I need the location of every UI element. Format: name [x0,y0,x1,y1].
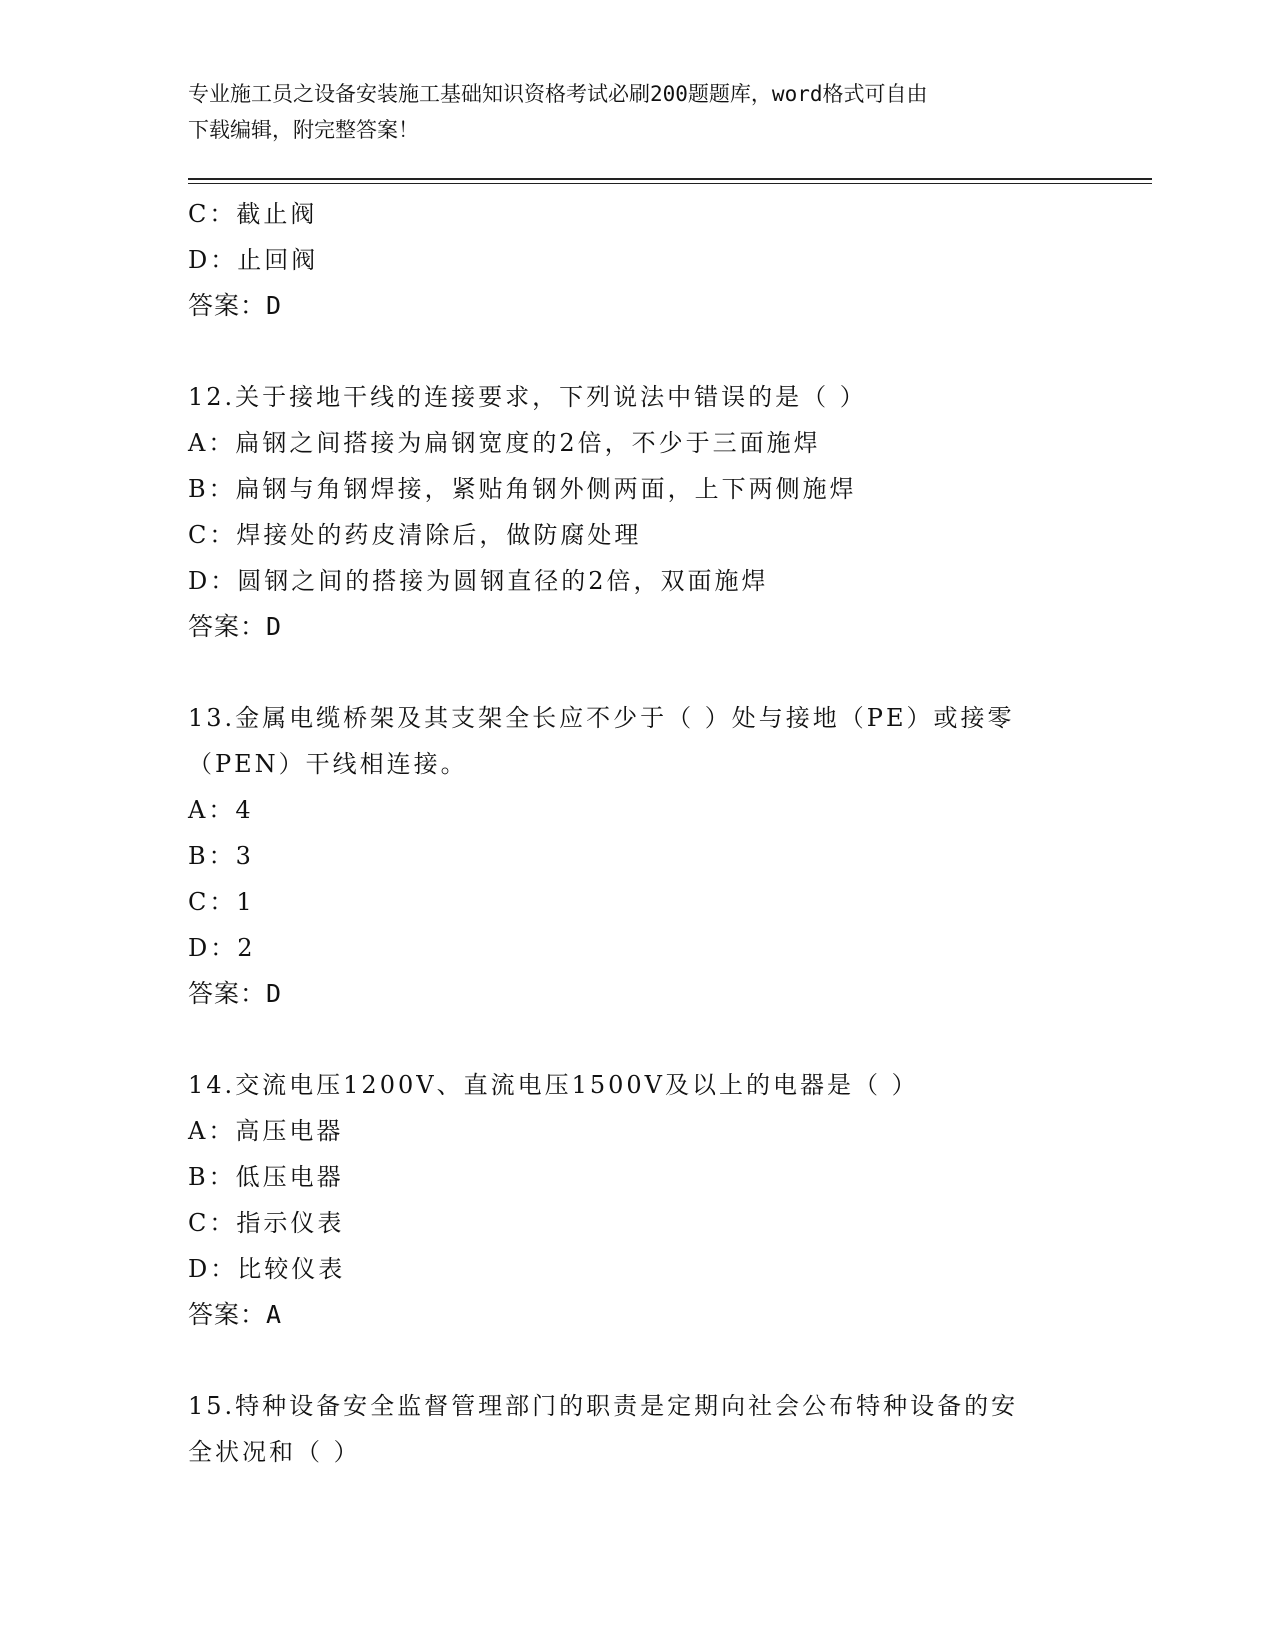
question-13 [188,695,1088,1017]
question-stem: 14.交流电压1200V、直流电压1500V及以上的电器是（ ） [188,1071,919,1099]
option-d: D：比较仪表 [188,1255,346,1283]
header-divider-thick [188,178,1152,180]
option-b: B：扁钢与角钢焊接，紧贴角钢外侧两面，上下两侧施焊 [188,475,857,503]
question-12 [188,374,1088,650]
document-header [188,76,1088,148]
spacer [188,1017,1088,1062]
option-d: D：2 [188,934,256,962]
option-c: C：指示仪表 [188,1209,345,1237]
header-line-1: 专业施工员之设备安装施工基础知识资格考试必刷200题题库，word格式可自由 [188,82,928,106]
header-line-2: 下载编辑，附完整答案！ [188,118,419,142]
option-c: C：1 [188,888,255,916]
option-b: B：3 [188,842,254,870]
header-divider-thin [188,183,1152,184]
option-a: A：高压电器 [188,1117,344,1145]
question-stem-line-2: （PEN）干线相连接。 [188,750,468,778]
spacer [188,650,1088,695]
option-c: C：焊接处的药皮清除后，做防腐处理 [188,521,642,549]
option-d: D：止回阀 [188,246,319,274]
question-stem-line-1: 13.金属电缆桥架及其支架全长应不少于（ ）处与接地（PE）或接零 [188,704,1015,732]
option-a: A：4 [188,796,254,824]
option-b: B：低压电器 [188,1163,344,1191]
answer: 答案：D [188,979,283,1008]
question-14 [188,1062,1088,1338]
question-stem-line-2: 全状况和（ ） [188,1438,361,1466]
option-d: D：圆钢之间的搭接为圆钢直径的2倍，双面施焊 [188,567,769,595]
answer: 答案：A [188,1300,283,1329]
question-11 [188,191,1088,329]
spacer [188,329,1088,374]
option-c: C：截止阀 [188,200,318,228]
question-list [188,191,1088,1475]
answer: 答案：D [188,291,283,320]
spacer [188,1338,1088,1383]
option-a: A：扁钢之间搭接为扁钢宽度的2倍，不少于三面施焊 [188,429,821,457]
question-stem-line-1: 15.特种设备安全监督管理部门的职责是定期向社会公布特种设备的安 [188,1392,1019,1420]
question-15 [188,1383,1088,1475]
question-stem: 12.关于接地干线的连接要求，下列说法中错误的是（ ） [188,383,867,411]
answer: 答案：D [188,612,283,641]
